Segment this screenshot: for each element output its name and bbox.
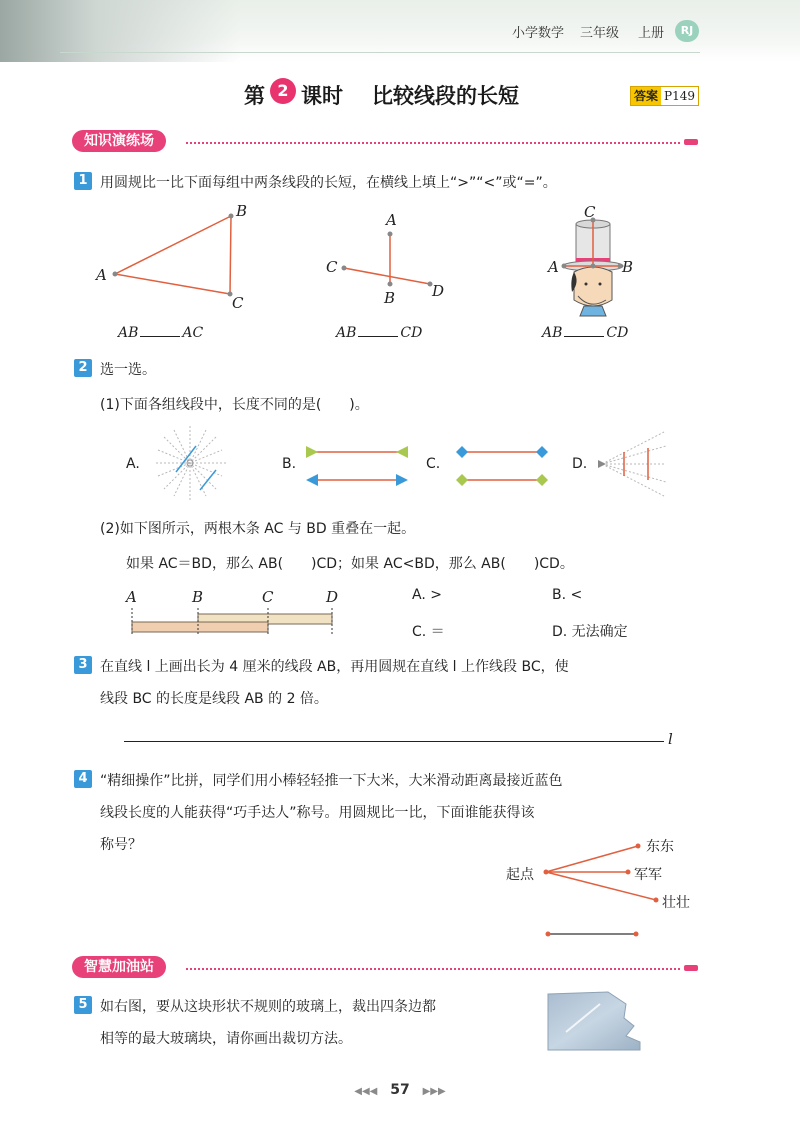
option-c-label[interactable]: C. [426, 456, 441, 472]
option-a-label[interactable]: A. [126, 456, 140, 472]
label-d: D [432, 282, 445, 300]
section-knowledge: 知识演练场 [72, 130, 166, 152]
question-number: 1 [74, 172, 92, 190]
name-junjun: 军军 [634, 867, 662, 883]
answer-label: 答案 [631, 87, 661, 105]
question-part: (2)如下图所示，两根木条 AC 与 BD 重叠在一起。 [100, 521, 416, 537]
lesson-number-badge: 2 [270, 78, 296, 104]
line-l-label: l [668, 730, 673, 748]
label-b: B [384, 289, 396, 307]
next-arrows-icon: ▶▶▶ [422, 1086, 446, 1097]
question-text: “精细操作”比拼，同学们用小棒轻轻推一下大米，大米滑动距离最接近蓝色 [100, 773, 563, 789]
question-text: 线段 BC 的长度是线段 AB 的 2 倍。 [100, 691, 328, 707]
start-point-label: 起点 [506, 867, 534, 883]
compare-right: CD [400, 325, 423, 341]
question-text: 称号？ [100, 837, 142, 853]
label-c: C [232, 294, 244, 312]
label-c: C [584, 203, 596, 221]
question-text: 相等的最大玻璃块，请你画出裁切方法。 [100, 1031, 352, 1047]
question-text: 线段长度的人能获得“巧手达人”称号。用圆规比一比，下面谁能获得该 [100, 805, 535, 821]
question-number: 3 [74, 656, 92, 674]
question-number: 2 [74, 359, 92, 377]
choice-b[interactable]: B. < [552, 587, 583, 603]
stick-label-c: C [262, 588, 274, 606]
title-suffix: 课时 [301, 84, 343, 108]
choice-a[interactable]: A. > [412, 587, 442, 603]
question-number: 5 [74, 996, 92, 1014]
question-condition: 如果 AC＝BD，那么 AB( )CD；如果 AC<BD，那么 AB( )CD。 [126, 556, 574, 572]
header-volume: 上册 [638, 26, 665, 41]
question-text: 在直线 l 上画出长为 4 厘米的线段 AB，再用圆规在直线 l 上作线段 BC，使 [100, 659, 569, 675]
question-part: (1)下面各组线段中，长度不同的是( )。 [100, 397, 369, 413]
question-number: 4 [74, 770, 92, 788]
label-c: C [326, 258, 338, 276]
compare-left: AB [336, 325, 357, 341]
label-b: B [236, 202, 248, 220]
label-a: A [386, 211, 397, 229]
option-d-label[interactable]: D. [572, 456, 588, 472]
label-a: A [548, 258, 559, 276]
glass-piece [548, 992, 640, 1050]
question-text: 用圆规比一比下面每组中两条线段的长短，在横线上填上“>”“<”或“=”。 [100, 175, 557, 191]
question-text: 如右图，要从这块形状不规则的玻璃上，裁出四条边都 [100, 999, 436, 1015]
question-text: 选一选。 [100, 362, 156, 378]
compare-right: AC [182, 325, 204, 341]
compare-right: CD [606, 325, 629, 341]
label-b: B [622, 258, 634, 276]
title-prefix: 第 [244, 84, 265, 108]
stick-label-b: B [192, 588, 204, 606]
compare-left: AB [542, 325, 563, 341]
label-a: A [96, 266, 107, 284]
section-wisdom: 智慧加油站 [72, 956, 166, 978]
option-b-label[interactable]: B. [282, 456, 297, 472]
name-dongdong: 东东 [646, 839, 674, 855]
choice-d[interactable]: D. 无法确定 [552, 624, 628, 640]
stick-label-a: A [126, 588, 137, 606]
compare-left: AB [118, 325, 139, 341]
header-subject: 小学数学 [512, 26, 565, 41]
name-zhuangzhuang: 壮壮 [662, 895, 690, 911]
choice-c[interactable]: C. ＝ [412, 624, 445, 640]
page-number: 57 [390, 1082, 410, 1098]
stick-label-d: D [326, 588, 339, 606]
page-title: 比较线段的长短 [372, 84, 519, 108]
page-footer [0, 1082, 800, 1098]
prev-arrows-icon: ◀◀◀ [354, 1086, 378, 1097]
answer-page: P149 [661, 87, 698, 105]
edition-badge: RJ [675, 20, 699, 42]
header-grade: 三年级 [580, 26, 620, 41]
